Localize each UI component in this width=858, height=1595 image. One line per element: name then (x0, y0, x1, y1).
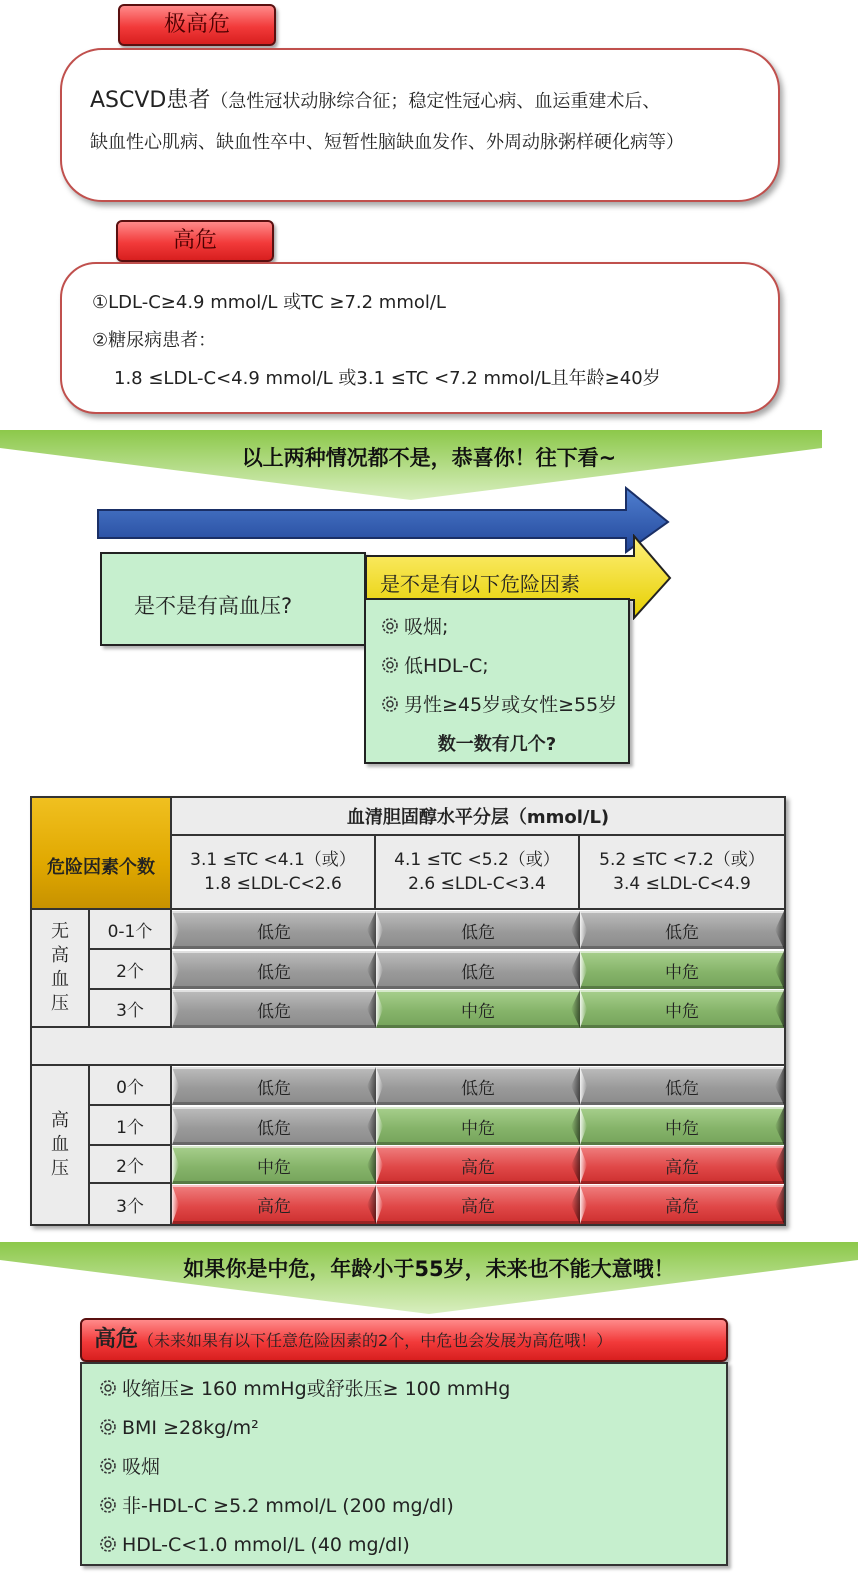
high-criterion-2: ②糖尿病患者： (92, 330, 217, 351)
col-header-2-line2: 2.6 ≤LDL-C<3.4 (408, 874, 546, 894)
row-count-text: 0个 (116, 1077, 144, 1098)
risk-cell-text: 低危 (461, 922, 495, 943)
future-high-risk-label: 高危 (94, 1327, 139, 1352)
gear-bullet-icon (98, 1417, 118, 1437)
risk-cell-text: 中危 (257, 1157, 291, 1178)
risk-cell (172, 1107, 376, 1145)
risk-cell (580, 951, 784, 989)
row-count-text: 3个 (116, 1196, 144, 1217)
risk-cell (580, 1107, 784, 1145)
gear-bullet-icon (98, 1534, 118, 1554)
risk-cell-text: 中危 (461, 1001, 495, 1022)
row-count-g2-3 (90, 1146, 172, 1184)
gear-bullet-icon (98, 1378, 118, 1398)
risk-factor-age (380, 686, 628, 725)
future-factor-non-hdl (98, 1487, 726, 1526)
col-header-3-line1: 5.2 ≤TC <7.2（或） (599, 850, 765, 870)
col-header-1-line2: 1.8 ≤LDL-C<2.6 (204, 874, 342, 894)
future-factor-hdl (98, 1526, 726, 1565)
future-factor-bmi (98, 1409, 726, 1448)
banner-1-text: 以上两种情况都不是，恭喜你！往下看~ (241, 446, 617, 470)
risk-factor-count-header (32, 798, 172, 910)
risk-cell (376, 911, 580, 949)
cholesterol-header (172, 798, 784, 836)
very-high-risk-box (60, 48, 780, 202)
risk-cell-text: 高危 (461, 1157, 495, 1178)
gear-bullet-icon (98, 1456, 118, 1476)
risk-cell (376, 1107, 580, 1145)
ascvd-detail-2: 缺血性心肌病、缺血性卒中、短暂性脑缺血发作、外周动脉粥样硬化病等） (90, 132, 684, 153)
risk-cell-text: 高危 (461, 1197, 495, 1217)
risk-cell (172, 911, 376, 949)
risk-cell-text: 中危 (665, 962, 699, 983)
gear-bullet-icon (380, 655, 400, 675)
col-header-3-line2: 3.4 ≤LDL-C<4.9 (613, 874, 751, 894)
hypertension-question: 是不是有高血压? (134, 594, 293, 618)
risk-factor-2-text: 低HDL-C; (404, 655, 489, 677)
row-count-text: 2个 (116, 1156, 144, 1177)
high-risk-label (116, 220, 274, 262)
row-count-g1-1 (90, 910, 172, 950)
ascvd-detail-1: （急性冠状动脉综合征；稳定性冠心病、血运重建术后、 (210, 91, 661, 112)
risk-factor-question: 是不是有以下危险因素 (380, 572, 580, 596)
risk-factor-smoking (380, 608, 628, 647)
risk-cell (580, 1067, 784, 1105)
risk-cell-text: 中危 (665, 1118, 699, 1139)
risk-cell (172, 1146, 376, 1184)
row-count-text: 0-1个 (107, 921, 153, 942)
future-high-risk-note: （未来如果有以下任意危险因素的2个，中危也会发展为高危哦！） (138, 1331, 613, 1350)
corner-text: 危险因素个数 (47, 857, 155, 878)
risk-cell-text: 高危 (257, 1197, 291, 1217)
risk-factor-list-box (364, 598, 630, 764)
future-risk-factor-box (80, 1362, 728, 1566)
risk-cell-text: 中危 (461, 1118, 495, 1139)
risk-cell-text: 低危 (257, 922, 291, 943)
very-high-line-1 (90, 80, 778, 123)
row-count-text: 3个 (116, 1000, 144, 1021)
count-prompt: 数一数有几个? (437, 734, 557, 755)
risk-cell (580, 990, 784, 1028)
risk-factor-low-hdl (380, 647, 628, 686)
future-factor-1-text: 收缩压≥ 160 mmHg或舒张压≥ 100 mmHg (122, 1378, 511, 1400)
risk-cell (172, 1067, 376, 1105)
risk-cell-text: 高危 (665, 1157, 699, 1178)
very-high-risk-label (118, 4, 276, 46)
risk-table (30, 796, 786, 1226)
gear-bullet-icon (98, 1495, 118, 1515)
row-count-text: 1个 (116, 1117, 144, 1138)
risk-cell-text: 低危 (257, 1078, 291, 1099)
risk-factor-3-text: 男性≥45岁或女性≥55岁 (404, 694, 618, 716)
high-risk-box (60, 262, 780, 414)
risk-cell-text: 低危 (461, 962, 495, 983)
cholesterol-header-text: 血清胆固醇水平分层（mmol/L) (346, 807, 610, 828)
future-factor-5-text: HDL-C<1.0 mmol/L (40 mg/dl) (122, 1534, 410, 1556)
hypertension-question-box (100, 552, 366, 646)
risk-factor-1-text: 吸烟; (404, 616, 449, 638)
future-factor-3-text: 吸烟 (122, 1456, 161, 1478)
risk-cell-text: 低危 (257, 962, 291, 983)
no-hypertension-group-label (32, 910, 90, 1028)
group-spacer (32, 1028, 784, 1066)
risk-cell (580, 1146, 784, 1184)
hypertension-text: 高血压 (51, 1110, 69, 1179)
ascvd-term: ASCVD患者 (90, 88, 211, 113)
risk-cell-text: 低危 (665, 922, 699, 943)
risk-cell (172, 1185, 376, 1224)
gear-bullet-icon (380, 616, 400, 636)
very-high-risk-label-text: 极高危 (163, 12, 230, 37)
risk-cell (580, 1185, 784, 1224)
no-hypertension-text: 无高血压 (51, 921, 69, 1014)
risk-cell (376, 951, 580, 989)
risk-cell-text: 低危 (665, 1078, 699, 1099)
col-header-2 (376, 836, 580, 910)
row-count-g2-2 (90, 1106, 172, 1146)
hypertension-group-label (32, 1066, 90, 1224)
col-header-2-line1: 4.1 ≤TC <5.2（或） (394, 850, 560, 870)
col-header-1 (172, 836, 376, 910)
risk-cell-text: 低危 (257, 1118, 291, 1139)
future-factor-smoking (98, 1448, 726, 1487)
risk-cell (376, 1185, 580, 1224)
risk-cell-text: 低危 (257, 1001, 291, 1022)
row-count-g1-3 (90, 990, 172, 1028)
future-factor-2-text: BMI ≥28kg/m² (122, 1417, 259, 1439)
row-count-g2-1 (90, 1066, 172, 1106)
future-factor-4-text: 非-HDL-C ≥5.2 mmol/L (200 mg/dl) (122, 1495, 454, 1517)
risk-cell (580, 911, 784, 949)
risk-cell (172, 951, 376, 989)
risk-cell (376, 1067, 580, 1105)
risk-cell (376, 990, 580, 1028)
risk-cell (376, 1146, 580, 1184)
future-high-risk-header (80, 1318, 728, 1362)
risk-cell (172, 990, 376, 1028)
row-count-g1-2 (90, 950, 172, 990)
col-header-3 (580, 836, 784, 910)
high-criterion-1: ①LDL-C≥4.9 mmol/L 或TC ≥7.2 mmol/L (92, 292, 446, 313)
row-count-g2-4 (90, 1184, 172, 1224)
high-criterion-3: 1.8 ≤LDL-C<4.9 mmol/L 或3.1 ≤TC <7.2 mmol/L且年龄≥40岁 (114, 368, 661, 389)
row-count-text: 2个 (116, 961, 144, 982)
risk-cell-text: 高危 (665, 1197, 699, 1217)
col-header-1-line1: 3.1 ≤TC <4.1（或） (190, 850, 356, 870)
gear-bullet-icon (380, 694, 400, 714)
high-risk-label-text: 高危 (172, 228, 217, 253)
risk-cell-text: 中危 (665, 1001, 699, 1022)
future-factor-bp (98, 1370, 726, 1409)
risk-cell-text: 低危 (461, 1078, 495, 1099)
banner-2-text: 如果你是中危，年龄小于55岁，未来也不能大意哦！ (183, 1257, 675, 1281)
